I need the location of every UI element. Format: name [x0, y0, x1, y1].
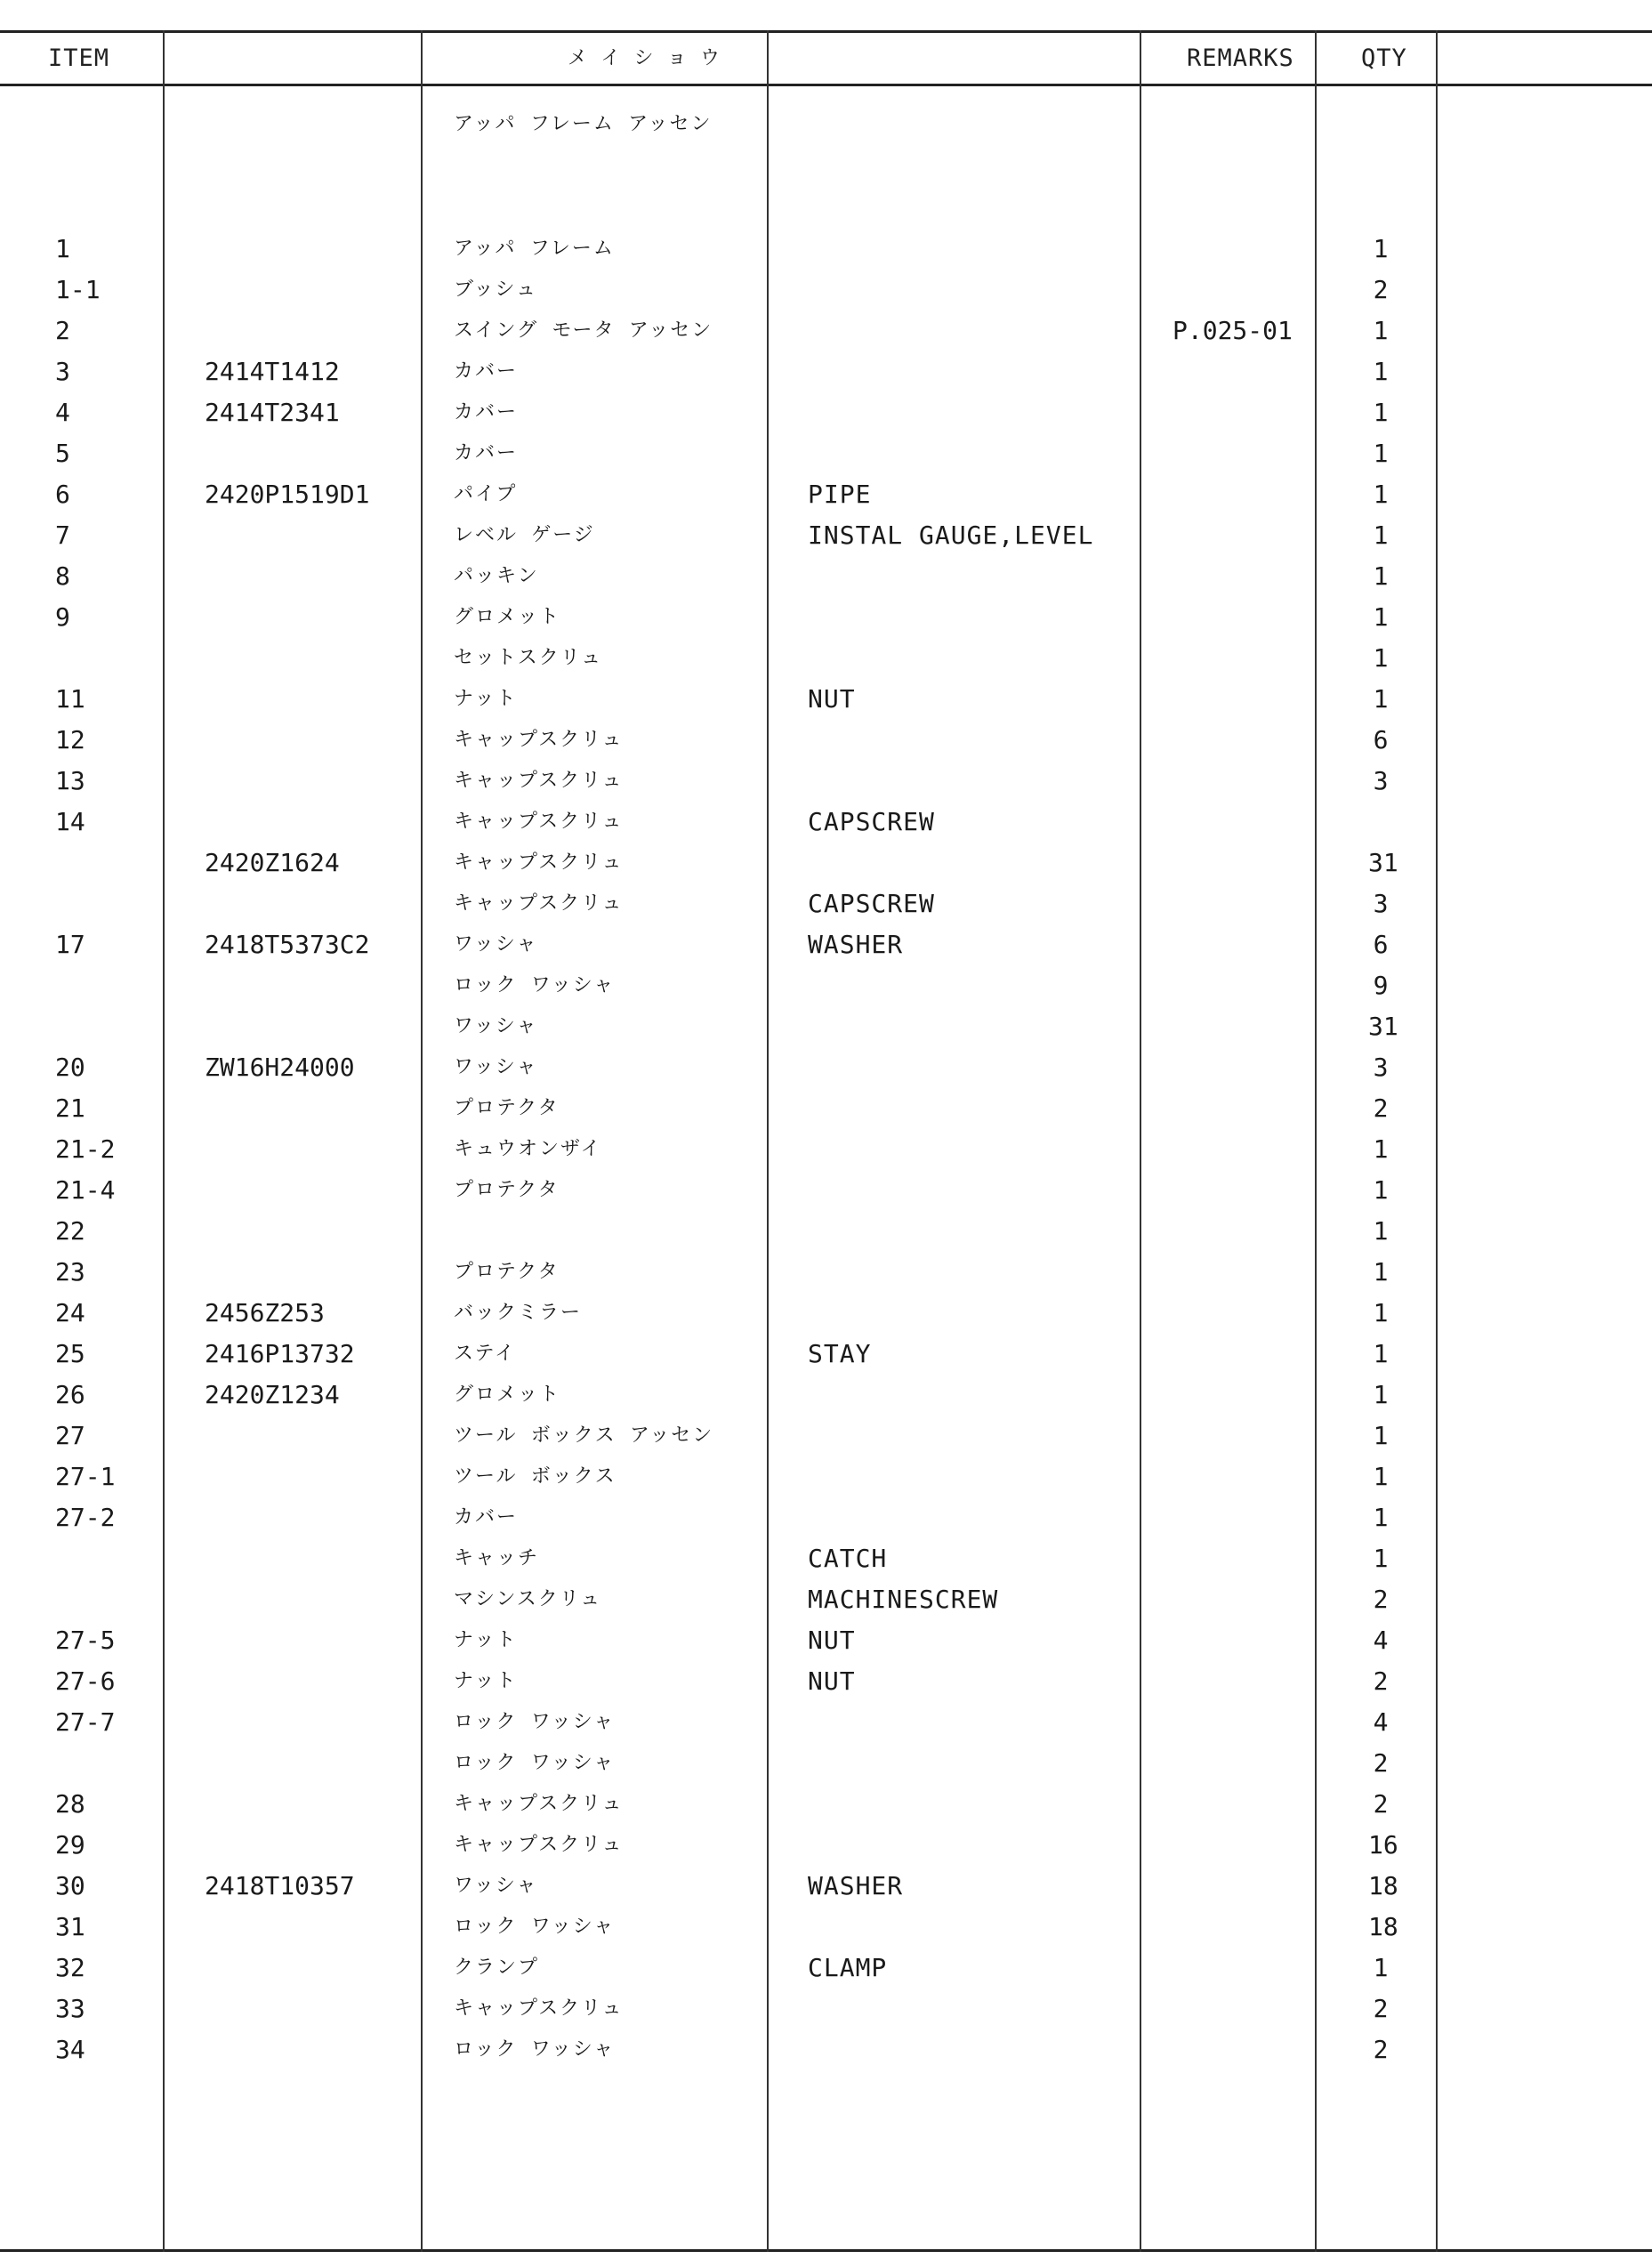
item-number: 29: [55, 1830, 85, 1860]
item-number: 21-4: [55, 1175, 116, 1205]
quantity: [1368, 104, 1393, 145]
item-number: 7: [55, 520, 70, 550]
table-row: [0, 1825, 1652, 1866]
table-row: [0, 1416, 1652, 1456]
part-name-jp: カバー: [454, 360, 519, 383]
table-row: [0, 1907, 1652, 1948]
table-row: [0, 1743, 1652, 1784]
remarks: P.025-01: [1173, 316, 1293, 345]
quantity: 6: [1373, 725, 1389, 754]
table-row: [0, 270, 1652, 311]
table-row: [0, 1497, 1652, 1538]
part-name-jp: グロメット: [454, 1384, 561, 1406]
part-number: ZW16H24000: [205, 1053, 355, 1082]
header-item: ITEM: [48, 44, 110, 72]
part-name-en: NUT: [808, 1626, 856, 1655]
part-name-jp: ブッシュ: [454, 278, 538, 301]
quantity: 31: [1368, 848, 1398, 877]
part-name-jp: キャップスクリュ: [454, 851, 624, 874]
quantity: 31: [1368, 1012, 1398, 1041]
item-number: 14: [55, 807, 85, 836]
part-name-jp: キャップスクリュ: [454, 1834, 624, 1856]
quantity: 4: [1373, 1626, 1389, 1655]
table-row: [0, 1579, 1652, 1620]
quantity: 1: [1373, 1421, 1389, 1450]
table-row: [0, 2029, 1652, 2070]
quantity: 1: [1373, 1503, 1389, 1532]
item-number: 5: [55, 439, 70, 468]
part-name-jp: アッパ フレーム アッセン: [454, 113, 713, 135]
quantity: 2: [1373, 2035, 1389, 2064]
table-row: [0, 1211, 1652, 1252]
table-row: [0, 1006, 1652, 1047]
item-number: 12: [55, 725, 85, 754]
quantity: 3: [1373, 1053, 1389, 1082]
part-name-en: INSTAL GAUGE,LEVEL: [808, 520, 1094, 550]
table-row: [0, 720, 1652, 761]
quantity: 1: [1373, 1216, 1389, 1246]
table-row: [0, 1620, 1652, 1661]
item-number: 28: [55, 1789, 85, 1819]
table-row: [0, 1784, 1652, 1825]
part-name-jp: スイング モータ アッセン: [454, 319, 713, 342]
part-name-jp: ロック ワッシャ: [454, 974, 616, 996]
table-row: [0, 883, 1652, 924]
table-row: [0, 1702, 1652, 1743]
part-name-jp: レベル ゲージ: [454, 524, 595, 546]
table-row: [0, 474, 1652, 515]
table-row: [0, 802, 1652, 843]
part-name-jp: キャップスクリュ: [454, 770, 624, 792]
table-row: [0, 1538, 1652, 1579]
quantity: 1: [1373, 1462, 1389, 1491]
part-name-en: STAY: [808, 1339, 872, 1368]
quantity: 4: [1373, 1707, 1389, 1737]
top-rule: [0, 30, 1652, 33]
part-name-jp: キャップスクリュ: [454, 892, 624, 915]
part-name-jp: キャップスクリュ: [454, 729, 624, 751]
part-number: 2420Z1234: [205, 1380, 340, 1409]
part-name-jp: ステイ: [454, 1343, 517, 1365]
part-number: 2420Z1624: [205, 848, 340, 877]
quantity: 1: [1373, 643, 1389, 673]
part-name-jp: ロック ワッシャ: [454, 2038, 616, 2061]
header-remarks: REMARKS: [1187, 44, 1294, 72]
part-name-en: NUT: [808, 1666, 856, 1696]
part-name-jp: キュウオンザイ: [454, 1138, 602, 1160]
part-name-jp: カバー: [454, 401, 519, 424]
quantity: 1: [1373, 520, 1389, 550]
part-number: 2418T10357: [205, 1871, 355, 1900]
part-name-jp: ナット: [454, 1629, 518, 1651]
quantity: 18: [1368, 1912, 1398, 1941]
header-name: メ イ シ ョ ウ: [568, 47, 721, 69]
part-name-jp: ナット: [454, 688, 518, 710]
table-row: [0, 924, 1652, 965]
table-row: [0, 843, 1652, 883]
item-number: 17: [55, 930, 85, 959]
part-name-jp: ロック ワッシャ: [454, 1711, 616, 1733]
header-rule: [0, 84, 1652, 86]
table-row: [0, 1293, 1652, 1334]
item-number: 32: [55, 1953, 85, 1982]
quantity: 1: [1373, 1134, 1389, 1164]
quantity: 1: [1373, 602, 1389, 632]
item-number: 21: [55, 1093, 85, 1123]
quantity: 1: [1373, 1175, 1389, 1205]
part-name-en: WASHER: [808, 930, 904, 959]
part-name-jp: キャッチ: [454, 1547, 540, 1569]
item-number: 2: [55, 316, 70, 345]
quantity: 1: [1373, 234, 1389, 263]
table-row: [0, 1661, 1652, 1702]
quantity: 1: [1373, 316, 1389, 345]
item-number: 27-5: [55, 1626, 116, 1655]
table-row: [0, 1252, 1652, 1293]
item-number: 4: [55, 398, 70, 427]
item-number: 30: [55, 1871, 85, 1900]
table-row: [0, 638, 1652, 679]
quantity: 2: [1373, 1093, 1389, 1123]
quantity: 2: [1373, 1585, 1389, 1614]
table-row: [0, 556, 1652, 597]
bottom-rule: [0, 2249, 1652, 2252]
item-number: 27-1: [55, 1462, 116, 1491]
table-row: [0, 1334, 1652, 1375]
item-number: 1: [55, 234, 70, 263]
part-name-jp: カバー: [454, 442, 519, 464]
quantity: 3: [1373, 889, 1389, 918]
part-name-jp: キャップスクリュ: [454, 811, 624, 833]
part-name-jp: セットスクリュ: [454, 647, 603, 669]
table-row: [0, 679, 1652, 720]
part-name-jp: ワッシャ: [454, 1875, 538, 1897]
part-name-jp: ロック ワッシャ: [454, 1916, 616, 1938]
quantity: 2: [1373, 275, 1389, 304]
item-number: 27-7: [55, 1707, 116, 1737]
quantity: 1: [1373, 1298, 1389, 1327]
quantity: [1368, 802, 1393, 843]
header-qty: QTY: [1361, 44, 1407, 72]
part-name-jp: カバー: [454, 1506, 519, 1529]
part-name-jp: ワッシャ: [454, 933, 538, 956]
part-name-en: CATCH: [808, 1544, 888, 1573]
part-name-en: CAPSCREW: [808, 889, 935, 918]
quantity: 2: [1373, 1994, 1389, 2023]
table-row: [0, 1088, 1652, 1129]
item-number: 20: [55, 1053, 85, 1082]
part-name-en: PIPE: [808, 480, 872, 509]
item-number: 24: [55, 1298, 85, 1327]
quantity: 1: [1373, 480, 1389, 509]
part-name-jp: ツール ボックス アッセン: [454, 1424, 714, 1447]
part-name-jp: ロック ワッシャ: [454, 1752, 616, 1774]
part-number: 2414T1412: [205, 357, 340, 386]
part-name-jp: バックミラー: [454, 1302, 583, 1324]
table-row: [0, 515, 1652, 556]
table-row: [0, 229, 1652, 270]
quantity: 1: [1373, 1953, 1389, 1982]
part-name-en: MACHINESCREW: [808, 1585, 999, 1614]
table-row: [0, 1456, 1652, 1497]
table-row: [0, 433, 1652, 474]
part-name-jp: クランプ: [454, 1956, 540, 1979]
item-number: 1-1: [55, 275, 101, 304]
table-row: [0, 761, 1652, 802]
quantity: 1: [1373, 1339, 1389, 1368]
item-number: 21-2: [55, 1134, 116, 1164]
part-name-jp: ツール ボックス: [454, 1465, 616, 1488]
quantity: 2: [1373, 1789, 1389, 1819]
part-name-jp: プロテクタ: [454, 1179, 560, 1201]
quantity: 1: [1373, 398, 1389, 427]
table-row: [0, 1170, 1652, 1211]
part-name-jp: ワッシャ: [454, 1015, 538, 1037]
quantity: 3: [1373, 766, 1389, 795]
item-number: 3: [55, 357, 70, 386]
item-number: 33: [55, 1994, 85, 2023]
table-row: [0, 104, 1652, 145]
quantity: 1: [1373, 357, 1389, 386]
part-number: 2420P1519D1: [205, 480, 370, 509]
item-number: 27-6: [55, 1666, 116, 1696]
item-number: 27-2: [55, 1503, 116, 1532]
quantity: 1: [1373, 439, 1389, 468]
part-name-jp: ワッシャ: [454, 1056, 538, 1078]
part-name-jp: プロテクタ: [454, 1261, 560, 1283]
part-name-jp: マシンスクリュ: [454, 1588, 602, 1610]
part-name-jp: キャップスクリュ: [454, 1793, 624, 1815]
item-number: 27: [55, 1421, 85, 1450]
quantity: 1: [1373, 561, 1389, 591]
quantity: 16: [1368, 1830, 1398, 1860]
item-number: 22: [55, 1216, 85, 1246]
part-name-en: CLAMP: [808, 1953, 888, 1982]
part-name-jp: ナット: [454, 1670, 518, 1692]
table-row: [0, 1047, 1652, 1088]
item-number: 9: [55, 602, 70, 632]
quantity: 1: [1373, 1257, 1389, 1287]
table-row: [0, 1866, 1652, 1907]
item-number: 13: [55, 766, 85, 795]
table-row: [0, 392, 1652, 433]
part-number: 2456Z253: [205, 1298, 325, 1327]
part-name-jp: プロテクタ: [454, 1097, 560, 1119]
table-row: [0, 1948, 1652, 1989]
quantity: 6: [1373, 930, 1389, 959]
part-number: 2414T2341: [205, 398, 340, 427]
item-number: 25: [55, 1339, 85, 1368]
part-name-jp: キャップスクリュ: [454, 1997, 624, 2020]
part-name-en: NUT: [808, 684, 856, 714]
item-number: 31: [55, 1912, 85, 1941]
table-row: [0, 1129, 1652, 1170]
quantity: 1: [1373, 1544, 1389, 1573]
part-name-jp: パッキン: [454, 565, 539, 587]
quantity: 2: [1373, 1666, 1389, 1696]
quantity: 2: [1373, 1748, 1389, 1778]
part-name-jp: パイプ: [454, 483, 518, 505]
item-number: 34: [55, 2035, 85, 2064]
part-name-en: WASHER: [808, 1871, 904, 1900]
item-number: 11: [55, 684, 85, 714]
quantity: 1: [1373, 1380, 1389, 1409]
table-row: [0, 597, 1652, 638]
table-row: [0, 1375, 1652, 1416]
quantity: 1: [1373, 684, 1389, 714]
part-name-en: CAPSCREW: [808, 807, 935, 836]
part-name-jp: グロメット: [454, 606, 561, 628]
table-row: [0, 311, 1652, 351]
quantity: 18: [1368, 1871, 1398, 1900]
quantity: 9: [1373, 971, 1389, 1000]
part-number: 2416P13732: [205, 1339, 355, 1368]
part-name-jp: アッパ フレーム: [454, 238, 615, 260]
item-number: 23: [55, 1257, 85, 1287]
item-number: 8: [55, 561, 70, 591]
item-number: 6: [55, 480, 70, 509]
table-row: [0, 351, 1652, 392]
part-number: 2418T5373C2: [205, 930, 370, 959]
table-row: [0, 965, 1652, 1006]
table-row: [0, 1989, 1652, 2029]
item-number: 26: [55, 1380, 85, 1409]
